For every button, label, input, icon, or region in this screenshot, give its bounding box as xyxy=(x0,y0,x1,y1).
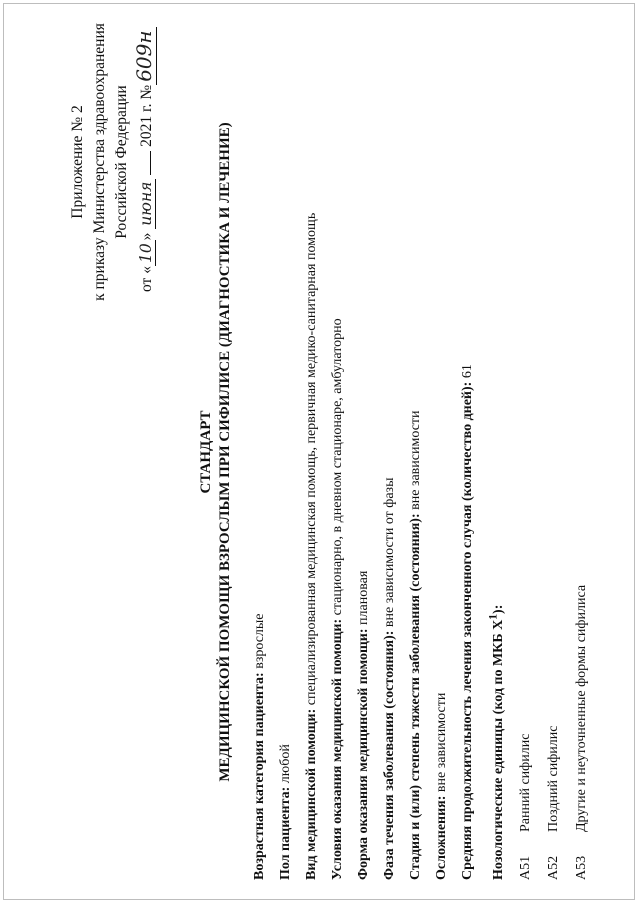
nosology-code: A51 xyxy=(518,855,533,880)
date-blank xyxy=(150,151,151,175)
field-value: 61 xyxy=(460,364,475,382)
field-value: вне зависимости xyxy=(434,692,449,796)
appendix-line-1: Приложение № 2 xyxy=(69,105,86,219)
field-care-type xyxy=(304,213,320,880)
field-value: плановая xyxy=(356,570,371,629)
date-month-handwritten: июня xyxy=(137,179,156,229)
document-title: СТАНДАРТ xyxy=(198,410,214,494)
field-care-form xyxy=(356,571,372,880)
field-patient-sex xyxy=(278,744,294,880)
appendix-date-line xyxy=(134,30,157,292)
date-day-handwritten: 10 xyxy=(137,240,156,266)
nosology-name: Другие и неуточненные формы сифилиса xyxy=(574,584,589,832)
nosology-code: A52 xyxy=(546,855,561,880)
field-care-conditions xyxy=(330,318,346,880)
field-label: Пол пациента: xyxy=(278,786,293,880)
field-value: стационарно, в дневном стационаре, амбулаторно xyxy=(330,318,345,619)
date-year: 2021 г. № xyxy=(138,84,155,147)
appendix-line-2: к приказу Министерства здравоохранения xyxy=(91,23,108,301)
order-number-handwritten: 609н xyxy=(132,27,157,84)
date-day-close: » xyxy=(138,232,155,241)
appendix-line-3: Российской Федерации xyxy=(113,85,130,239)
date-prefix: от « xyxy=(138,266,155,292)
field-value: вне зависимости xyxy=(408,410,423,514)
field-label: Стадия и (или) степень тяжести заболевания (состояния): xyxy=(408,513,423,880)
field-label: Фаза течения заболевания (состояния): xyxy=(382,630,397,880)
nosology-code: A53 xyxy=(574,855,589,880)
nosology-name: Ранний сифилис xyxy=(518,733,533,832)
field-nosology-header xyxy=(486,605,507,880)
field-label: Форма оказания медицинской помощи: xyxy=(356,628,371,880)
document-page xyxy=(20,12,620,892)
field-disease-phase xyxy=(382,478,398,881)
field-label: Средняя продолжительность лечения законченного случая (количество дней): xyxy=(460,381,475,880)
field-label: Условия оказания медицинской помощи: xyxy=(330,618,345,880)
field-value: любой xyxy=(278,744,293,787)
nosology-name: Поздний сифилис xyxy=(546,725,561,832)
field-value: взрослые xyxy=(252,613,267,673)
field-label-text: Нозологические единицы (код по МКБ X xyxy=(490,619,506,880)
field-label-end: ): xyxy=(490,604,506,614)
document-subtitle: МЕДИЦИНСКОЙ ПОМОЩИ ВЗРОСЛЫМ ПРИ СИФИЛИСЕ (ДИАГНОСТИКА И ЛЕЧЕНИЕ) xyxy=(217,122,233,782)
field-label xyxy=(486,604,506,880)
field-complications xyxy=(434,693,450,880)
field-label: Осложнения: xyxy=(434,795,449,880)
footnote-marker: 1 xyxy=(486,613,499,620)
field-label: Возрастная категория пациента: xyxy=(252,672,267,880)
field-age-category xyxy=(252,613,268,880)
field-treatment-duration xyxy=(460,364,476,880)
field-label: Вид медицинской помощи: xyxy=(304,708,319,880)
field-disease-stage xyxy=(408,410,424,880)
field-value: специализированная медицинская помощь, первичная медико-санитарная помощь xyxy=(304,212,319,709)
field-value: вне зависимости от фазы xyxy=(382,477,397,631)
